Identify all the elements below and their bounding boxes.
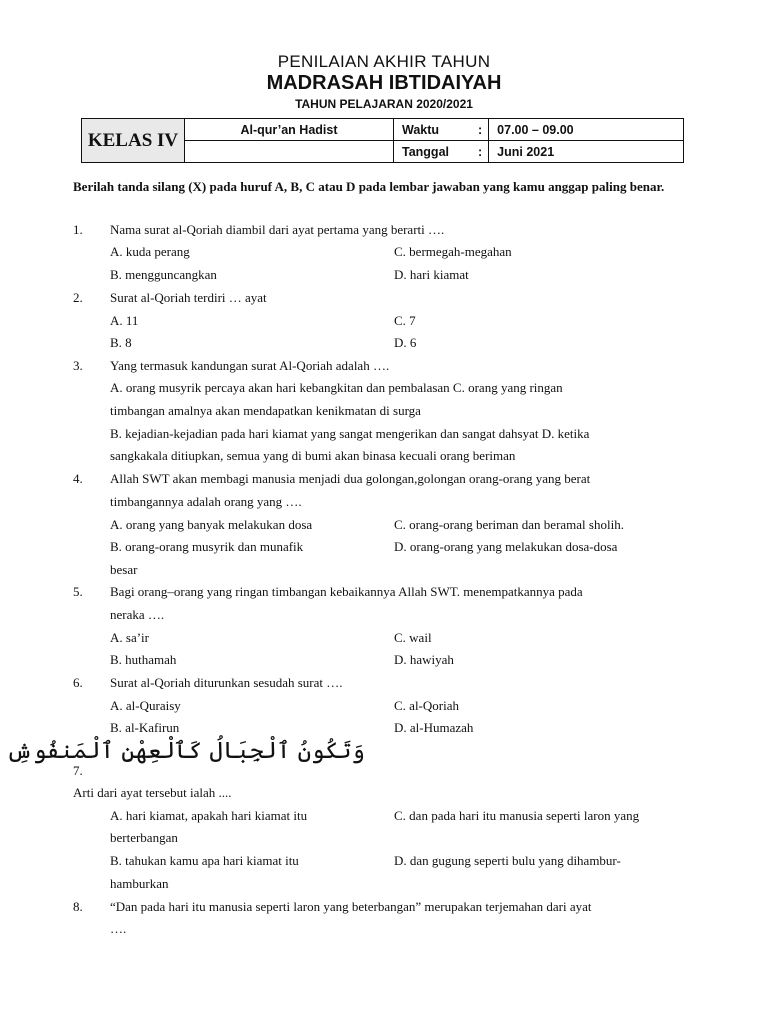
option-b: B. orang-orang musyrik dan munafik bbox=[110, 539, 304, 554]
question-text: Bagi orang–orang yang ringan timbangan kebaikannya Allah SWT. menempatkannya pada bbox=[110, 584, 583, 599]
time-value: 07.00 – 09.00 bbox=[489, 119, 684, 141]
option-continuation: besar bbox=[110, 562, 138, 577]
question-number: 4. bbox=[73, 471, 83, 486]
option-a: A. kuda perang bbox=[110, 244, 190, 259]
option-c: C. wail bbox=[394, 630, 432, 645]
question-number: 5. bbox=[73, 584, 83, 599]
option-d: D. orang-orang yang melakukan dosa-dosa bbox=[394, 539, 618, 554]
academic-year: TAHUN PELAJARAN 2020/2021 bbox=[295, 97, 473, 111]
option-line: A. orang musyrik percaya akan hari kebangkitan dan pembalasan C. orang yang ringan bbox=[110, 380, 563, 395]
question-text: “Dan pada hari itu manusia seperti laron yang beterbangan” merupakan terjemahan dari ayat bbox=[110, 899, 592, 914]
school-name: MADRASAH IBTIDAIYAH bbox=[266, 72, 502, 94]
option-a: A. sa’ir bbox=[110, 630, 149, 645]
option-a: A. 11 bbox=[110, 313, 139, 328]
question-number: 8. bbox=[73, 899, 83, 914]
option-line: timbangan amalnya akan mendapatkan kenikmatan di surga bbox=[110, 403, 421, 418]
option-d: D. al-Humazah bbox=[394, 720, 474, 735]
exam-info-table bbox=[81, 118, 684, 163]
question-number: 3. bbox=[73, 358, 83, 373]
option-a: A. hari kiamat, apakah hari kiamat itu bbox=[110, 808, 308, 823]
colon: : bbox=[472, 119, 489, 141]
option-c: C. al-Qoriah bbox=[394, 698, 459, 713]
option-b: B. huthamah bbox=[110, 652, 177, 667]
question-text: …. bbox=[110, 921, 127, 936]
option-c: C. orang-orang beriman dan beramal sholih. bbox=[394, 517, 624, 532]
question-number: 7. bbox=[73, 763, 83, 778]
instructions: Berilah tanda silang (X) pada huruf A, B, C atau D pada lembar jawaban yang kamu anggap paling benar. bbox=[73, 179, 665, 194]
question-text: Surat al-Qoriah diturunkan sesudah surat …. bbox=[110, 675, 343, 690]
option-continuation: berterbangan bbox=[110, 830, 178, 845]
option-d: D. hari kiamat bbox=[394, 267, 469, 282]
question-number: 6. bbox=[73, 675, 83, 690]
option-b: B. tahukan kamu apa hari kiamat itu bbox=[110, 853, 299, 868]
option-a: A. al-Quraisy bbox=[110, 698, 181, 713]
question-text: timbangannya adalah orang yang …. bbox=[110, 494, 302, 509]
colon: : bbox=[472, 141, 489, 163]
subject-name: Al-qur’an Hadist bbox=[185, 119, 394, 141]
question-text: Allah SWT akan membagi manusia menjadi dua golongan,golongan orang-orang yang berat bbox=[110, 471, 591, 486]
option-c: C. dan pada hari itu manusia seperti laron yang bbox=[394, 808, 640, 823]
date-value: Juni 2021 bbox=[489, 141, 684, 163]
question-text: Nama surat al-Qoriah diambil dari ayat pertama yang berarti …. bbox=[110, 222, 445, 237]
exam-title: PENILAIAN AKHIR TAHUN bbox=[277, 52, 491, 71]
option-continuation: hamburkan bbox=[110, 876, 169, 891]
option-line: sangkakala ditiupkan, semua yang di bumi akan binasa kecuali orang beriman bbox=[110, 448, 516, 463]
option-c: C. 7 bbox=[394, 313, 416, 328]
option-line: B. kejadian-kejadian pada hari kiamat yang sangat mengerikan dan sangat dahsyat D. ketika bbox=[110, 426, 590, 441]
question-number: 1. bbox=[73, 222, 83, 237]
option-d: D. hawiyah bbox=[394, 652, 454, 667]
arabic-verse: وَتَكُونُ ٱلْجِبَالُ كَٱلْعِهْنِ ٱلْمَنفُوشِ bbox=[6, 738, 365, 764]
question-text: Surat al-Qoriah terdiri … ayat bbox=[110, 290, 267, 305]
option-d: D. dan gugung seperti bulu yang dihambur- bbox=[394, 853, 621, 868]
option-b: B. mengguncangkan bbox=[110, 267, 217, 282]
question-text: neraka …. bbox=[110, 607, 165, 622]
question-text: Arti dari ayat tersebut ialah .... bbox=[73, 785, 232, 800]
question-number: 2. bbox=[73, 290, 83, 305]
option-d: D. 6 bbox=[394, 335, 417, 350]
date-label: Tanggal bbox=[394, 141, 473, 163]
class-label: KELAS IV bbox=[82, 119, 185, 163]
option-b: B. al-Kafirun bbox=[110, 720, 180, 735]
option-b: B. 8 bbox=[110, 335, 132, 350]
question-text: Yang termasuk kandungan surat Al-Qoriah adalah …. bbox=[110, 358, 390, 373]
time-label: Waktu bbox=[394, 119, 473, 141]
option-c: C. bermegah-megahan bbox=[394, 244, 512, 259]
option-a: A. orang yang banyak melakukan dosa bbox=[110, 517, 313, 532]
subject-empty-cell bbox=[185, 141, 394, 163]
